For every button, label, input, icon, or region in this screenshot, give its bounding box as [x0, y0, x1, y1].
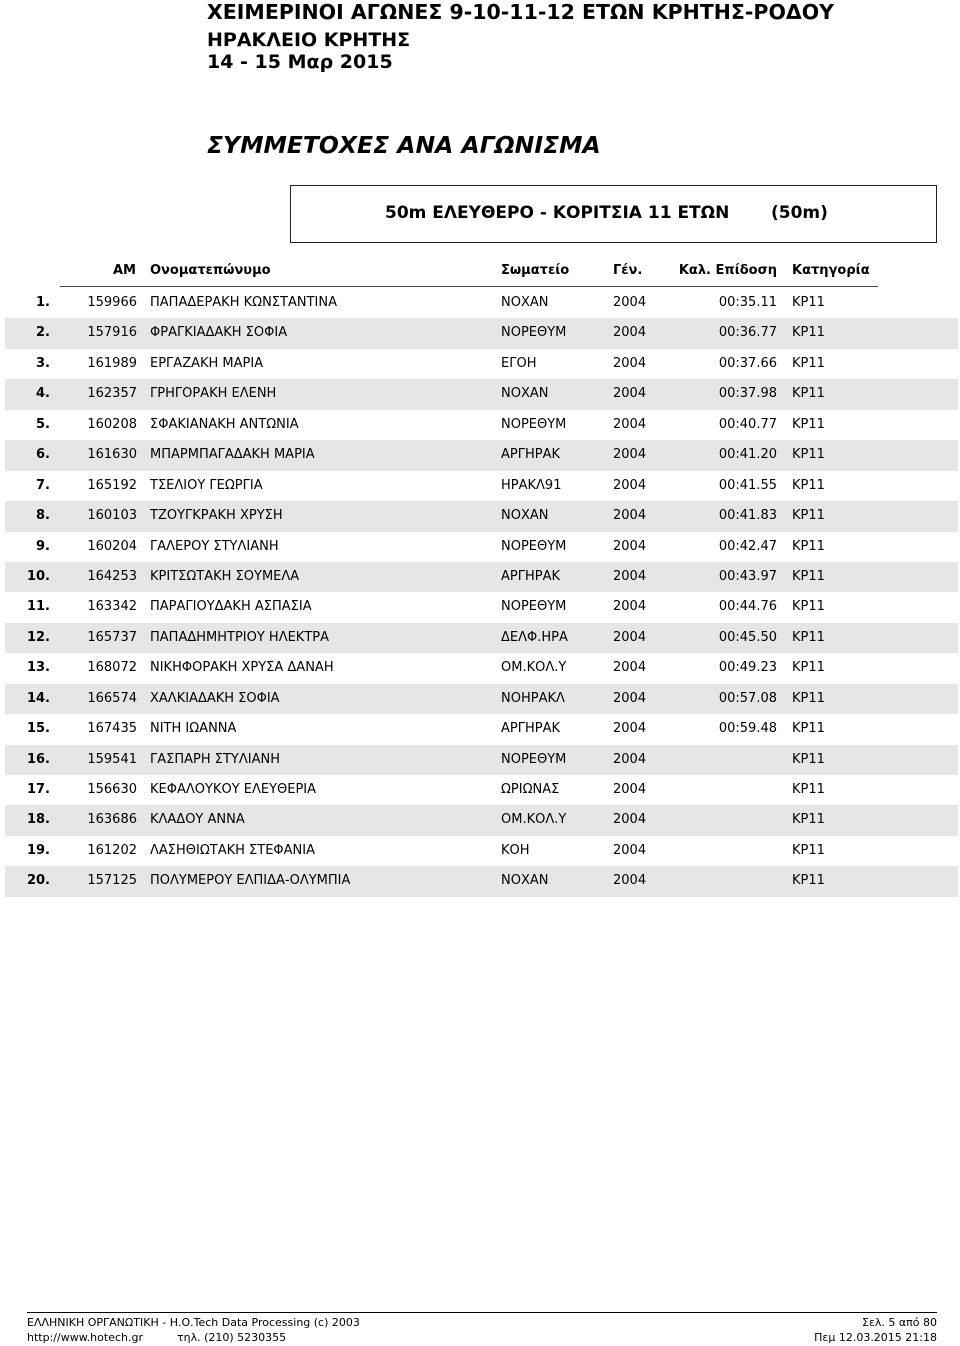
entry-rank: 20. [26, 873, 50, 889]
entry-club: ΩΡΙΩΝΑΣ [501, 782, 560, 797]
entry-category: ΚΡ11 [792, 538, 825, 554]
entry-am: 157125 [87, 873, 137, 889]
column-header-seed-time: Καλ. Επίδοση [678, 263, 777, 278]
entry-seed-time: 00:59.48 [718, 721, 777, 737]
entry-category: ΚΡ11 [792, 873, 825, 889]
entry-rank: 4. [36, 386, 50, 402]
entry-category: ΚΡ11 [792, 812, 825, 828]
entry-club: ΟΜ.ΚΟΛ.Υ [501, 812, 567, 828]
entry-name: ΓΑΣΠΑΡΗ ΣΤΥΛΙΑΝΗ [150, 751, 280, 767]
entry-rank: 12. [26, 629, 50, 645]
entry-year: 2004 [613, 386, 647, 402]
entry-year: 2004 [613, 690, 647, 706]
entry-club: ΗΡΑΚΛ91 [501, 477, 562, 493]
table-row [5, 349, 958, 379]
entry-club: ΟΜ.ΚΟΛ.Υ [501, 660, 567, 676]
entry-am: 165192 [87, 477, 137, 493]
entry-name: ΧΑΛΚΙΑΔΑΚΗ ΣΟΦΙΑ [150, 690, 280, 706]
entry-club: ΝΟΡΕΘΥΜ [501, 751, 567, 767]
entry-name: ΝΙΚΗΦΟΡΑΚΗ ΧΡΥΣΑ ΔΑΝΑΗ [150, 660, 334, 676]
entry-year: 2004 [613, 751, 647, 767]
entry-category: ΚΡ11 [792, 782, 825, 797]
entry-name: ΛΑΣΗΘΙΩΤΑΚΗ ΣΤΕΦΑΝΙΑ [150, 842, 315, 858]
entry-category: ΚΡ11 [792, 477, 825, 493]
entry-am: 157916 [87, 325, 137, 341]
table-row [5, 592, 958, 622]
entry-am: 159966 [87, 295, 137, 310]
entry-seed-time: 00:37.66 [718, 355, 777, 371]
entry-category: ΚΡ11 [792, 416, 825, 432]
entry-rank: 1. [36, 295, 50, 310]
entry-am: 164253 [87, 568, 137, 584]
entry-year: 2004 [613, 538, 647, 554]
footer-page-number: Σελ. 5 από 80 [862, 1316, 937, 1329]
entry-seed-time: 00:43.97 [718, 568, 777, 584]
table-row [5, 623, 958, 653]
entry-am: 160208 [87, 416, 137, 432]
meet-title: ΧΕΙΜΕΡΙΝΟΙ ΑΓΩΝΕΣ 9-10-11-12 ΕΤΩΝ ΚΡΗΤΗΣ-ΡΟΔΟΥ [207, 0, 835, 24]
entry-rank: 6. [36, 447, 50, 463]
entry-am: 160103 [87, 508, 137, 524]
entry-club: ΝΟΡΕΘΥΜ [501, 416, 567, 432]
entry-name: ΚΛΑΔΟΥ ΑΝΝΑ [150, 812, 245, 828]
section-title: ΣΥΜΜΕΤΟΧΕΣ ΑΝΑ ΑΓΩΝΙΣΜΑ [207, 131, 601, 159]
entry-rank: 7. [36, 477, 50, 493]
entry-year: 2004 [613, 355, 647, 371]
table-row [5, 684, 958, 714]
table-row [5, 288, 958, 318]
entry-club: ΝΟΧΑΝ [501, 295, 549, 310]
meet-venue: ΗΡΑΚΛΕΙΟ ΚΡΗΤΗΣ [207, 29, 411, 51]
entry-club: ΝΟΡΕΘΥΜ [501, 538, 567, 554]
entry-name: ΠΟΛΥΜΕΡΟΥ ΕΛΠΙΔΑ-ΟΛΥΜΠΙΑ [150, 873, 351, 889]
entry-name: ΚΡΙΤΣΩΤΑΚΗ ΣΟΥΜΕΛΑ [150, 568, 300, 584]
entry-name: ΓΡΗΓΟΡΑΚΗ ΕΛΕΝΗ [150, 386, 277, 402]
footer-organization: ΕΛΛΗΝΙΚΗ ΟΡΓΑΝΩΤΙΚΗ - Η.Ο.Tech Data Processing (c) 2003 [27, 1316, 360, 1329]
table-row [5, 379, 958, 409]
column-header-club: Σωματείο [501, 263, 570, 278]
entry-year: 2004 [613, 508, 647, 524]
entry-club: ΝΟΡΕΘΥΜ [501, 325, 567, 341]
entry-seed-time: 00:41.55 [718, 477, 777, 493]
entry-name: ΝΙΤΗ ΙΩΑΝΝΑ [150, 721, 237, 737]
footer-url: http://www.hotech.gr [27, 1331, 143, 1344]
entry-year: 2004 [613, 782, 647, 797]
entry-category: ΚΡ11 [792, 508, 825, 524]
footer-print-date: Πεμ 12.03.2015 21:18 [814, 1331, 937, 1344]
table-row [5, 318, 958, 348]
table-row [5, 745, 958, 775]
table-row [5, 866, 958, 896]
entry-am: 161202 [87, 842, 137, 858]
entry-year: 2004 [613, 629, 647, 645]
entry-club: ΝΟΗΡΑΚΛ [501, 690, 565, 706]
entry-year: 2004 [613, 477, 647, 493]
entry-category: ΚΡ11 [792, 690, 825, 706]
event-name: 50m ΕΛΕΥΘΕΡΟ - ΚΟΡΙΤΣΙΑ 11 ΕΤΩΝ [385, 203, 730, 223]
column-header-category: Κατηγορία [792, 263, 870, 278]
entry-category: ΚΡ11 [792, 842, 825, 858]
entry-year: 2004 [613, 295, 647, 310]
entry-name: ΤΖΟΥΓΚΡΑΚΗ ΧΡΥΣΗ [150, 508, 283, 524]
entry-club: ΝΟΡΕΘΥΜ [501, 599, 567, 615]
entry-club: ΝΟΧΑΝ [501, 508, 549, 524]
column-header-name: Ονοματεπώνυμο [150, 263, 271, 278]
entry-category: ΚΡ11 [792, 568, 825, 584]
entry-club: ΚΟΗ [501, 842, 530, 858]
entry-category: ΚΡ11 [792, 386, 825, 402]
entry-club: ΕΓΟΗ [501, 355, 537, 371]
entries-table [5, 288, 958, 897]
entry-club: ΑΡΓΗΡΑΚ [501, 447, 561, 463]
entry-category: ΚΡ11 [792, 325, 825, 341]
entry-rank: 16. [26, 751, 50, 767]
entry-seed-time: 00:36.77 [718, 325, 777, 341]
entry-year: 2004 [613, 660, 647, 676]
entry-rank: 14. [26, 690, 50, 706]
table-row [5, 532, 958, 562]
entry-year: 2004 [613, 568, 647, 584]
meet-dates: 14 - 15 Μαρ 2015 [207, 51, 393, 73]
entry-club: ΝΟΧΑΝ [501, 873, 549, 889]
entry-am: 159541 [87, 751, 137, 767]
entry-seed-time: 00:45.50 [718, 629, 777, 645]
entry-am: 168072 [87, 660, 137, 676]
entry-seed-time: 00:49.23 [718, 660, 777, 676]
column-header-am: ΑΜ [113, 263, 136, 278]
entry-rank: 15. [26, 721, 50, 737]
table-row [5, 775, 958, 805]
table-row [5, 714, 958, 744]
entry-year: 2004 [613, 599, 647, 615]
entry-am: 156630 [87, 782, 137, 797]
entry-category: ΚΡ11 [792, 751, 825, 767]
entry-club: ΝΟΧΑΝ [501, 386, 549, 402]
entry-am: 163342 [87, 599, 137, 615]
entry-category: ΚΡ11 [792, 295, 825, 310]
entry-category: ΚΡ11 [792, 447, 825, 463]
table-row [5, 836, 958, 866]
entry-name: ΣΦΑΚΙΑΝΑΚΗ ΑΝΤΩΝΙΑ [150, 416, 299, 432]
entry-seed-time: 00:44.76 [718, 599, 777, 615]
table-row [5, 440, 958, 470]
entry-rank: 11. [26, 599, 50, 615]
entry-rank: 5. [36, 416, 50, 432]
entry-year: 2004 [613, 812, 647, 828]
column-header-year: Γέν. [613, 263, 643, 278]
entry-club: ΔΕΛΦ.ΗΡΑ [501, 629, 568, 645]
entry-am: 163686 [87, 812, 137, 828]
entry-seed-time: 00:37.98 [718, 386, 777, 402]
entry-name: ΤΣΕΛΙΟΥ ΓΕΩΡΓΙΑ [150, 477, 263, 493]
footer-phone: τηλ. (210) 5230355 [177, 1331, 287, 1344]
entry-rank: 9. [36, 538, 50, 554]
entry-category: ΚΡ11 [792, 355, 825, 371]
footer-divider [27, 1312, 937, 1313]
table-row [5, 501, 958, 531]
table-row [5, 653, 958, 683]
entry-name: ΦΡΑΓΚΙΑΔΑΚΗ ΣΟΦΙΑ [150, 325, 288, 341]
entry-club: ΑΡΓΗΡΑΚ [501, 568, 561, 584]
entry-seed-time: 00:57.08 [718, 690, 777, 706]
table-row [5, 805, 958, 835]
entry-name: ΠΑΠΑΔΕΡΑΚΗ ΚΩΝΣΤΑΝΤΙΝΑ [150, 295, 337, 310]
entry-rank: 17. [26, 782, 50, 797]
entry-name: ΕΡΓΑΖΑΚΗ ΜΑΡΙΑ [150, 355, 264, 371]
entry-seed-time: 00:35.11 [718, 295, 777, 310]
entry-category: ΚΡ11 [792, 599, 825, 615]
entry-am: 160204 [87, 538, 137, 554]
table-row [5, 562, 958, 592]
entry-year: 2004 [613, 721, 647, 737]
entry-club: ΑΡΓΗΡΑΚ [501, 721, 561, 737]
entry-category: ΚΡ11 [792, 721, 825, 737]
table-row [5, 410, 958, 440]
entry-seed-time: 00:41.20 [718, 447, 777, 463]
entry-am: 166574 [87, 690, 137, 706]
entry-seed-time: 00:40.77 [718, 416, 777, 432]
entry-year: 2004 [613, 447, 647, 463]
entry-seed-time: 00:41.83 [718, 508, 777, 524]
entry-year: 2004 [613, 416, 647, 432]
entry-rank: 10. [26, 568, 50, 584]
entry-rank: 13. [26, 660, 50, 676]
entry-year: 2004 [613, 842, 647, 858]
entry-am: 167435 [87, 721, 137, 737]
entry-rank: 2. [36, 325, 50, 341]
entry-name: ΠΑΡΑΓΙΟΥΔΑΚΗ ΑΣΠΑΣΙΑ [150, 599, 312, 615]
entry-name: ΠΑΠΑΔΗΜΗΤΡΙΟΥ ΗΛΕΚΤΡΑ [150, 629, 329, 645]
entry-year: 2004 [613, 325, 647, 341]
entry-seed-time: 00:42.47 [718, 538, 777, 554]
entry-rank: 19. [26, 842, 50, 858]
entry-name: ΓΑΛΕΡΟΥ ΣΤΥΛΙΑΝΗ [150, 538, 279, 554]
header-divider [60, 286, 878, 287]
entry-rank: 8. [36, 508, 50, 524]
entry-am: 161989 [87, 355, 137, 371]
entry-category: ΚΡ11 [792, 629, 825, 645]
entry-name: ΜΠΑΡΜΠΑΓΑΔΑΚΗ ΜΑΡΙΑ [150, 447, 315, 463]
table-row [5, 471, 958, 501]
entry-rank: 18. [26, 812, 50, 828]
entry-category: ΚΡ11 [792, 660, 825, 676]
entry-am: 165737 [87, 629, 137, 645]
entry-name: ΚΕΦΑΛΟΥΚΟΥ ΕΛΕΥΘΕΡΙΑ [150, 782, 317, 797]
entry-am: 161630 [87, 447, 137, 463]
entry-rank: 3. [36, 355, 50, 371]
entry-year: 2004 [613, 873, 647, 889]
event-pool: (50m) [771, 203, 828, 223]
entry-am: 162357 [87, 386, 137, 402]
